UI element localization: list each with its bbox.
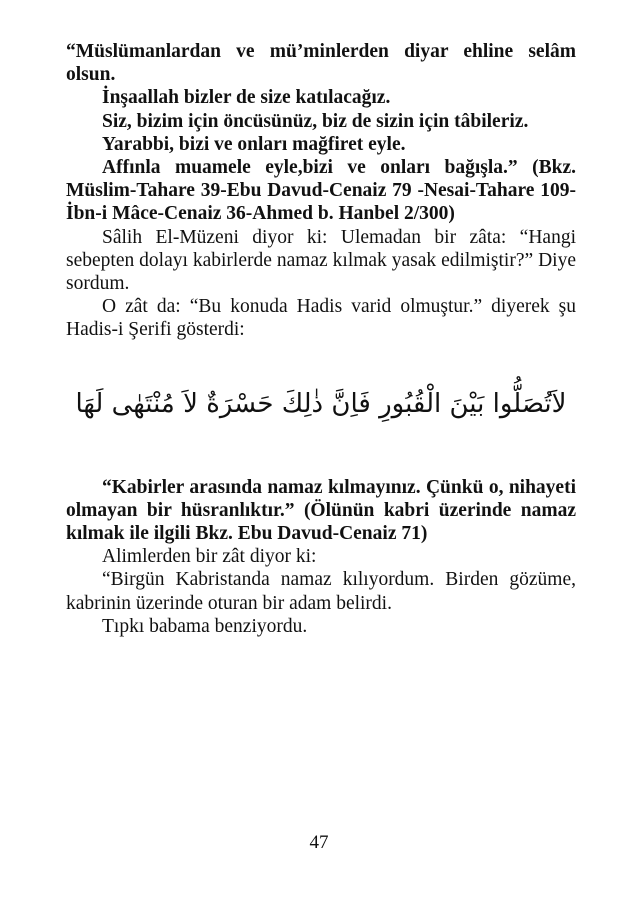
paragraph-zat-answer: O zât da: “Bu konuda Hadis varid olmuştur.” diyerek şu Hadis-i Şerifi gösterdi: (66, 296, 576, 341)
paragraph-magfiret: Yarabbi, bizi ve onları mağfiret eyle. (102, 133, 406, 155)
paragraph-insaallah: İnşaallah bizler de size katılacağız. (102, 87, 391, 109)
page-number: 47 (309, 832, 329, 853)
paragraph-salih-el-muzeni: Sâlih El-Müzeni diyor ki: Ulemadan bir zâta: “Hangi sebepten dolayı kabirlerde namaz kılmak yasak edilmiştir?” Diye sordum. (66, 226, 576, 295)
arabic-hadith: لاَتُصَلُّوا بَيْنَ الْقُبُورِ فَاِنَّ ذٰلِكَ حَسْرَةٌ لاَ مُنْتَهٰى لَهَا (75, 388, 567, 419)
paragraph-alimlerden: Alimlerden bir zât diyor ki: (102, 546, 317, 568)
paragraph-babama: Tıpkı babama benziyordu. (102, 615, 308, 637)
page-body (66, 40, 576, 638)
paragraph-greeting: “Müslümanlardan ve mü’minlerden diyar ehline selâm olsun. (66, 41, 576, 86)
paragraph-oncu: Siz, bizim için öncüsünüz, biz de sizin için tâbileriz. (102, 110, 529, 132)
paragraph-birgun: “Birgün Kabristanda namaz kılıyordum. Birden gözüme, kabrinin üzerinde oturan bir adam belirdi. (66, 569, 576, 614)
paragraph-kabirler-translation: “Kabirler arasında namaz kılmayınız. Çünkü o, nihayeti olmayan bir hüsranlıktır.” (Ölünün kabri üzerinde namaz kılmak ile ilgili Bkz. Ebu Davud-Cenaiz 71) (66, 476, 576, 545)
paragraph-affinla-reference: Affınla muamele eyle,bizi ve onları bağışla.” (Bkz. Müslim-Tahare 39-Ebu Davud-Cenaiz 79 -Nesai-Tahare 109-İbn-i Mâce-Cenaiz 36-Ahmed b. Hanbel 2/300) (66, 157, 576, 225)
